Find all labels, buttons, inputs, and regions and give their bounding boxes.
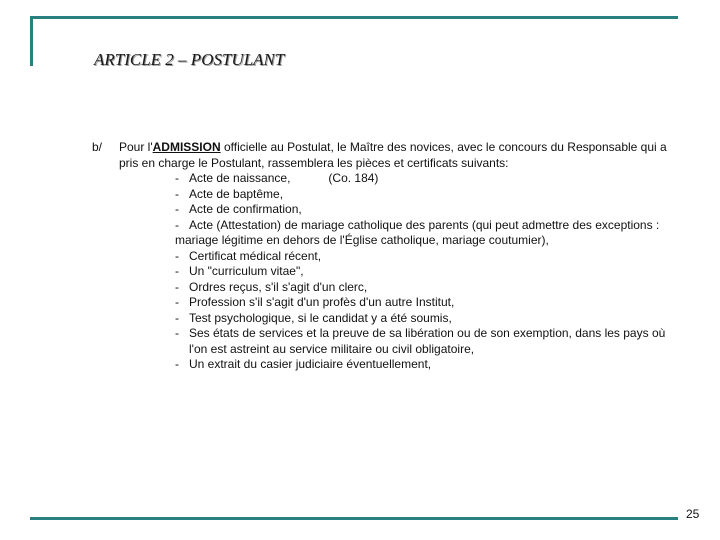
frame-top-rule bbox=[30, 16, 678, 19]
article-title: ARTICLE 2 – POSTULANT bbox=[94, 50, 285, 69]
section-marker: b/ bbox=[92, 140, 103, 154]
frame-bottom-rule bbox=[30, 517, 678, 520]
list-item: - Certificat médical récent, bbox=[175, 248, 322, 263]
list-item: - Acte de naissance, (Co. 184) bbox=[175, 171, 379, 185]
list-item: - Ses états de services et la preuve de sa libération ou de son exemption, dans les pays où l'on est astreint au service militaire ou civil obligatoire, bbox=[175, 326, 666, 356]
documents-list bbox=[175, 171, 675, 373]
list-item: - Acte (Attestation) de mariage catholique des parents (qui peut admettre des exceptions : mariage légitime en dehors de l'Église catholique, mariage coutumier), bbox=[175, 217, 660, 247]
list-item: - Acte de confirmation, bbox=[175, 202, 302, 216]
page-number: 25 bbox=[686, 507, 700, 521]
intro-before: Pour l' bbox=[119, 140, 153, 154]
list-item: - Ordres reçus, s'il s'agit d'un clerc, bbox=[175, 279, 368, 294]
frame-left-rule bbox=[30, 16, 33, 66]
canon-reference: (Co. 184) bbox=[328, 171, 379, 185]
list-item: - Un "curriculum vitae", bbox=[175, 264, 304, 278]
intro-paragraph bbox=[119, 140, 679, 171]
intro-after: officielle au Postulat, le Maître des novices, avec le concours du Responsable qui a pris en charge le Postulant, rassemblera les pièces et certificats suivants: bbox=[119, 140, 667, 170]
admission-keyword: ADMISSION bbox=[152, 140, 221, 154]
list-item: - Acte de baptême, bbox=[175, 186, 284, 201]
list-item: - Test psychologique, si le candidat y a été soumis, bbox=[175, 310, 452, 325]
list-item: - Profession s'il s'agit d'un profès d'un autre Institut, bbox=[175, 295, 455, 309]
list-item: - Un extrait du casier judiciaire éventuellement, bbox=[175, 357, 432, 371]
